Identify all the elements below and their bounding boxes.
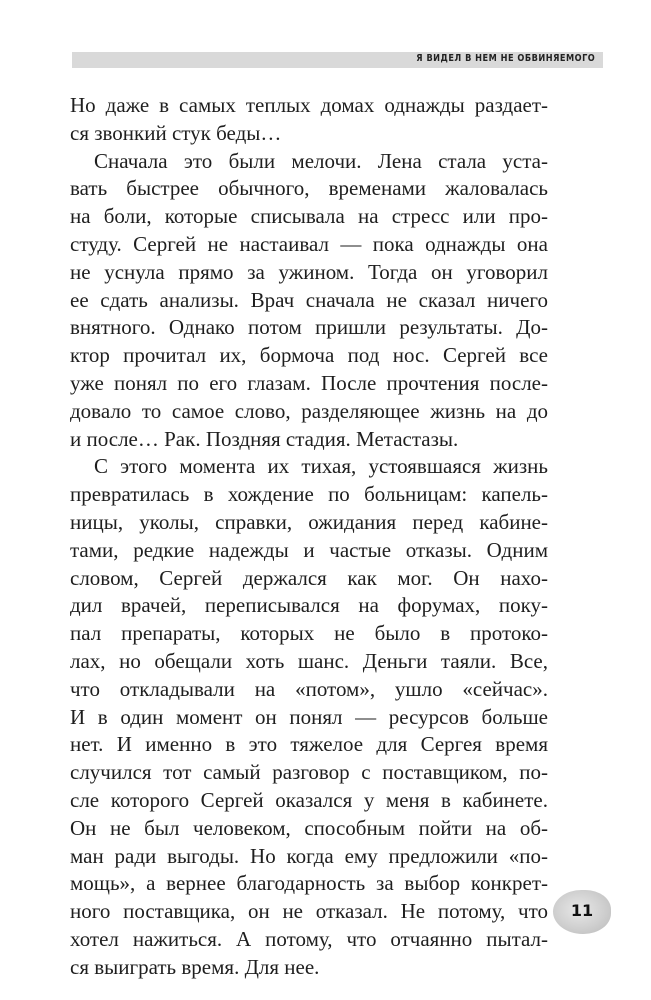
running-head-bar	[72, 52, 603, 68]
text-line: и после… Рак. Поздняя стадия. Метастазы.	[70, 426, 459, 451]
text-line: не уснула прямо за ужином. Тогда он уговорил	[70, 259, 548, 284]
text-line: случился тот самый разговор с поставщиком, по-	[70, 760, 548, 785]
text-line: внятного. Однако потом пришли результаты. До-	[70, 315, 548, 340]
text-line: уже понял по его глазам. После прочтения после-	[70, 370, 548, 395]
text-line: ного поставщика, он не отказал. Не потому, что	[70, 899, 548, 924]
text-line: хотел нажиться. А потому, что отчаянно пытал-	[70, 926, 548, 951]
text-line: словом, Сергей держался как мог. Он нахо-	[70, 565, 548, 590]
text-line: С этого момента их тихая, устоявшаяся жизнь	[94, 454, 548, 479]
text-line: на боли, которые списывала на стресс или про-	[70, 204, 548, 229]
text-line: дил врачей, переписывался на форумах, поку-	[70, 593, 548, 618]
text-line: мощь», а вернее благодарность за выбор конкрет-	[70, 871, 548, 896]
text-line: тами, редкие надежды и частые отказы. Одним	[70, 537, 548, 562]
text-line: ктор прочитал их, бормоча под нос. Сергей все	[70, 343, 548, 368]
running-head-title: Я ВИДЕЛ В НЕМ НЕ ОБВИНЯЕМОГО	[416, 53, 595, 64]
body-text	[70, 92, 548, 982]
text-line: нет. И именно в это тяжелое для Сергея время	[70, 732, 548, 757]
text-line: студу. Сергей не настаивал — пока однажды она	[70, 231, 548, 256]
text-line: превратилась в хождение по больницам: капель-	[70, 482, 548, 507]
text-line: ман ради выгоды. Но когда ему предложили «по-	[70, 843, 548, 868]
text-line: довало то самое слово, разделяющее жизнь на до	[70, 398, 548, 423]
text-line: ее сдать анализы. Врач сначала не сказал ничего	[70, 287, 548, 312]
text-line: вать быстрее обычного, временами жаловалась	[70, 176, 548, 201]
text-line: ся звонкий стук беды…	[70, 120, 282, 145]
page-number-badge	[553, 890, 611, 934]
text-line: лах, но обещали хоть шанс. Деньги таяли. Все,	[70, 648, 548, 673]
text-line: что откладывали на «потом», ушло «сейчас».	[70, 676, 548, 701]
text-line: пал препараты, которых не было в протоко-	[70, 621, 548, 646]
text-line: сле которого Сергей оказался у меня в кабинете.	[70, 787, 548, 812]
text-line: Он не был человеком, способным пойти на об-	[70, 815, 548, 840]
text-line: И в один момент он понял — ресурсов больше	[70, 704, 548, 729]
text-line: ся выиграть время. Для нее.	[70, 954, 320, 979]
text-line: Но даже в самых теплых домах однажды раздает-	[70, 93, 548, 117]
text-line: Сначала это были мелочи. Лена стала уста-	[94, 148, 548, 173]
text-line: ницы, уколы, справки, ожидания перед кабине-	[70, 509, 548, 534]
page-number: 11	[570, 901, 594, 920]
